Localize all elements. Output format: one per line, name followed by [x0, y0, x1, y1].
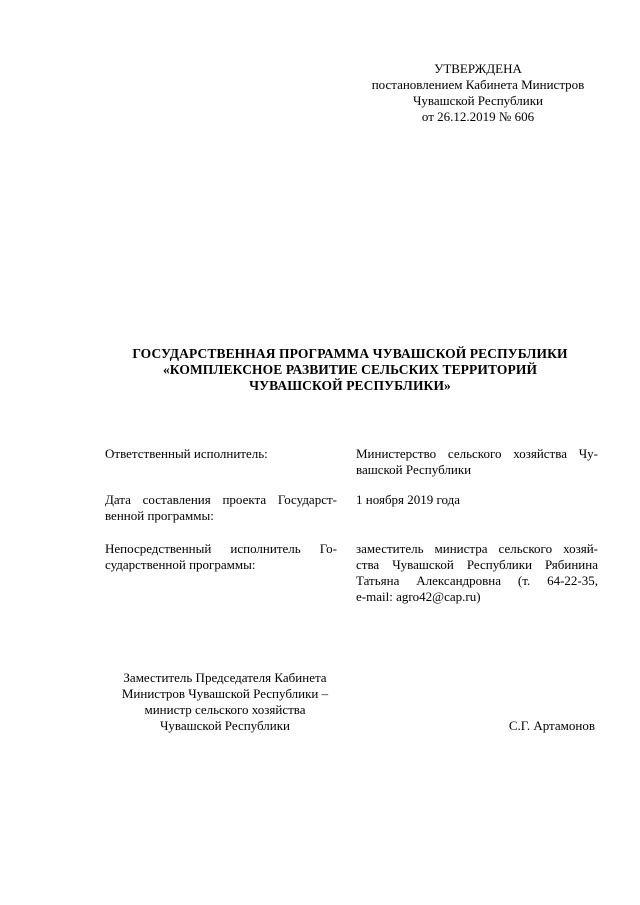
title-line-1: ГОСУДАРСТВЕННАЯ ПРОГРАММА ЧУВАШСКОЙ РЕСПУБЛИКИ: [132, 346, 568, 361]
executor-value-line: Татьяна Александровна (т. 64-22-35,: [356, 573, 598, 588]
date-label: [105, 492, 337, 524]
approval-date-number: от 26.12.2019 № 606: [421, 109, 535, 124]
document-title: [105, 346, 595, 394]
approval-stamp: [348, 61, 608, 125]
responsible-value-line: вашской Республики: [356, 462, 472, 477]
date-value-line: 1 ноября 2019 года: [356, 492, 461, 507]
executor-label: [105, 541, 337, 573]
responsible-label: [105, 446, 337, 462]
signer-position-line: министр сельского хозяйства: [144, 702, 306, 717]
signer-position-line: Заместитель Председателя Кабинета: [123, 670, 327, 685]
executor-label-line: сударственной программы:: [105, 557, 256, 572]
date-label-line: венной программы:: [105, 508, 214, 523]
responsible-value: [356, 446, 598, 478]
responsible-label-line: Ответственный исполнитель:: [105, 446, 268, 461]
responsible-value-line: Министерство сельского хозяйства Чу-: [356, 446, 598, 461]
signer-position-line: Министров Чувашской Республики –: [121, 686, 329, 701]
title-line-3: ЧУВАШСКОЙ РЕСПУБЛИКИ»: [249, 378, 451, 393]
approval-region: Чувашской Республики: [412, 93, 544, 108]
signer-position-line: Чувашской Республики: [159, 718, 291, 733]
executor-label-line: Непосредственный исполнитель Го-: [105, 541, 337, 556]
signer-position: [105, 670, 345, 734]
date-label-line: Дата составления проекта Государст-: [105, 492, 337, 507]
executor-value-line: заместитель министра сельского хозяй-: [356, 541, 598, 556]
date-value: [356, 492, 598, 508]
approval-issuer: постановлением Кабинета Министров: [371, 77, 585, 92]
executor-value: [356, 541, 598, 605]
approval-heading: УТВЕРЖДЕНА: [434, 61, 522, 76]
executor-value-line: ства Чувашской Республики Рябинина: [356, 557, 598, 572]
signer-name: С.Г. Артамонов: [508, 718, 595, 733]
executor-value-line: e-mail: agro42@cap.ru): [356, 589, 481, 604]
title-line-2: «КОМПЛЕКСНОЕ РАЗВИТИЕ СЕЛЬСКИХ ТЕРРИТОРИЙ: [162, 362, 538, 377]
